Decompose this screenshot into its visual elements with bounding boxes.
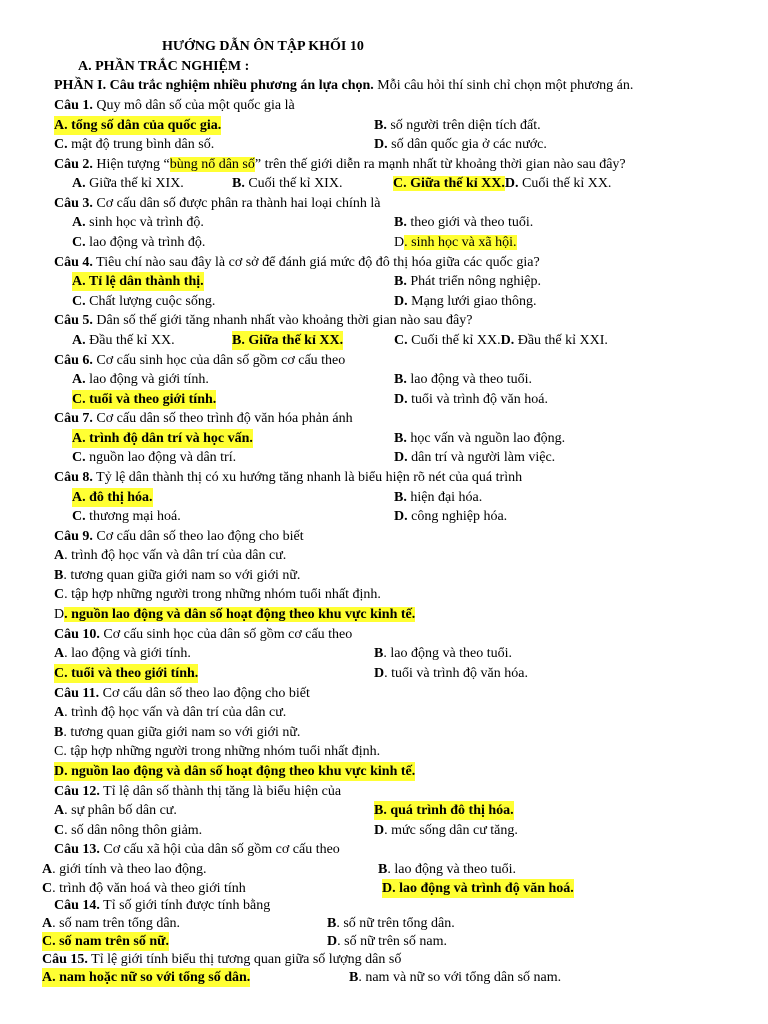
option-text: số dân quốc gia ở các nước. xyxy=(387,137,547,152)
question-number: Câu 3. xyxy=(54,196,93,211)
answer-option-correct: D. lao động và trình độ văn hoá. xyxy=(382,881,574,896)
question-text: Quy mô dân số của một quốc gia là xyxy=(92,98,295,113)
question-text: Cơ cấu dân số theo lao động cho biết xyxy=(99,686,310,701)
option-text: . sinh học và xã hội. xyxy=(404,235,517,250)
option-text: lao động và theo tuổi. xyxy=(406,372,533,387)
question-8 xyxy=(0,468,768,487)
part-heading-line xyxy=(0,76,768,95)
question-number: Câu 12. xyxy=(54,784,100,799)
question-text: Cơ cấu dân số theo trình độ văn hóa phản ánh xyxy=(92,411,353,426)
question-stem xyxy=(54,311,472,330)
option-text: Cuối thế kỉ XIX. xyxy=(244,176,343,191)
answer-option xyxy=(393,174,611,193)
option-letter: B. xyxy=(232,176,245,191)
option-letter: A xyxy=(54,646,65,661)
question-text: Tỉ lệ dân số thành thị tăng là biểu hiện của xyxy=(99,784,342,799)
answer-option xyxy=(72,507,181,526)
option-text: . tương quan giữa giới nam so với giới nữ. xyxy=(63,725,301,740)
options-row xyxy=(0,546,768,565)
answer-option-correct: A. nam hoặc nữ so với tổng số dân. xyxy=(42,970,251,985)
options-row xyxy=(0,566,768,585)
options-row xyxy=(0,860,768,879)
question-5 xyxy=(0,311,768,330)
question-stem xyxy=(54,409,353,428)
answer-option-correct: B. quá trình đô thị hóa. xyxy=(374,803,514,818)
option-letter: A xyxy=(42,916,53,931)
option-letter: C xyxy=(54,823,65,838)
option-letter: C. xyxy=(72,450,86,465)
answer-option-correct: A. Tỉ lệ dân thành thị. xyxy=(72,274,204,289)
answer-option: C. tập hợp những người trong những nhóm tuổi nhất định. xyxy=(54,744,381,759)
answer-option xyxy=(54,644,191,663)
option-text: nguồn lao động và dân trí. xyxy=(85,450,237,465)
option-text: . trình độ văn hoá và theo giới tính xyxy=(52,881,246,896)
answer-option-correct xyxy=(54,605,415,624)
options-row xyxy=(0,507,768,526)
option-letter: A xyxy=(54,548,65,563)
answer-option xyxy=(394,213,533,232)
answer-option xyxy=(394,331,608,350)
answer-option xyxy=(72,292,215,311)
option-text: . trình độ học vấn và dân trí của dân cư. xyxy=(64,548,287,563)
title-line xyxy=(0,37,768,56)
options-row xyxy=(0,135,768,154)
option-text: lao động và giới tính. xyxy=(85,372,209,387)
answer-option xyxy=(54,801,177,820)
option-letter: C. xyxy=(54,137,68,152)
answer-option xyxy=(374,135,547,154)
answer-option-correct: A. đô thị hóa. xyxy=(72,490,153,505)
options-row xyxy=(0,968,768,987)
question-stem xyxy=(54,253,540,272)
answer-option xyxy=(374,644,512,663)
option-letter: A. xyxy=(72,215,86,230)
answer-option xyxy=(378,860,516,879)
answer-option xyxy=(42,860,207,879)
option-text: Cuối thế kỉ XX. xyxy=(407,333,501,348)
question-4 xyxy=(0,253,768,272)
option-text: tuổi và trình độ văn hoá. xyxy=(407,392,548,407)
answer-option-correct: C. tuổi và theo giới tính. xyxy=(54,666,199,681)
question-stem xyxy=(54,527,304,546)
option-text: hiện đại hóa. xyxy=(406,490,483,505)
option-text: . tương quan giữa giới nam so với giới nữ. xyxy=(63,568,301,583)
option-text: . số dân nông thôn giảm. xyxy=(64,823,203,838)
option-text: . lao động và giới tính. xyxy=(64,646,191,661)
options-row xyxy=(0,664,768,683)
option-text: . trình độ học vấn và dân trí của dân cư. xyxy=(64,705,287,720)
option-text: . giới tính và theo lao động. xyxy=(52,862,207,877)
option-letter: B. xyxy=(394,274,407,289)
answer-option xyxy=(374,821,518,840)
question-stem xyxy=(54,468,522,487)
option-letter: D. xyxy=(394,294,408,309)
answer-option xyxy=(72,213,204,232)
options-row xyxy=(0,801,768,820)
section-heading-line xyxy=(0,57,768,76)
options-row xyxy=(0,116,768,135)
option-letter: C xyxy=(42,881,53,896)
question-text: Cơ cấu dân số được phân ra thành hai loại chính là xyxy=(92,196,381,211)
question-number: Câu 4. xyxy=(54,255,93,270)
options-row xyxy=(0,605,768,624)
option-text: Giữa thế kỉ XIX. xyxy=(85,176,184,191)
option-letter: D. xyxy=(504,176,519,191)
question-text: ” trên thế giới diễn ra mạnh nhất từ khoảng thời gian nào sau đây? xyxy=(254,157,626,172)
question-text: Cơ cấu dân số theo lao động cho biết xyxy=(92,529,304,544)
question-number: Câu 14. xyxy=(54,898,100,913)
option-text: . lao động và theo tuổi. xyxy=(383,646,513,661)
option-text: . mức sống dân cư tăng. xyxy=(384,823,518,838)
answer-option xyxy=(54,546,286,565)
answer-option-correct: B. Giữa thế kỉ XX. xyxy=(232,333,344,348)
document-title: HƯỚNG DẪN ÔN TẬP KHỐI 10 xyxy=(162,39,364,54)
question-stem xyxy=(54,351,345,370)
answer-option xyxy=(374,664,528,683)
answer-option xyxy=(394,390,548,409)
option-letter: C. xyxy=(72,294,86,309)
answer-option xyxy=(394,429,565,448)
question-text: Dân số thế giới tăng nhanh nhất vào khoảng thời gian nào sau đây? xyxy=(92,313,473,328)
option-letter: D xyxy=(54,607,65,622)
option-letter: D xyxy=(374,666,385,681)
option-letter: C. xyxy=(72,235,86,250)
option-letter: B xyxy=(378,862,388,877)
answer-option xyxy=(72,233,205,252)
answer-option xyxy=(72,370,209,389)
question-stem xyxy=(54,194,380,213)
answer-option xyxy=(394,448,555,467)
option-letter: B xyxy=(327,916,337,931)
option-text: Chất lượng cuộc sống. xyxy=(85,294,216,309)
question-number: Câu 15. xyxy=(42,952,88,967)
question-stem xyxy=(54,896,270,915)
option-text: học vấn và nguồn lao động. xyxy=(406,431,566,446)
question-10 xyxy=(0,625,768,644)
question-stem xyxy=(42,950,401,969)
part-heading-text: Mỗi câu hỏi thí sinh chỉ chọn một phương án. xyxy=(373,78,634,93)
options-row xyxy=(0,213,768,232)
question-stem xyxy=(54,782,341,801)
option-text: mật độ trung bình dân số. xyxy=(67,137,215,152)
option-letter: D xyxy=(327,934,338,949)
question-number: Câu 6. xyxy=(54,353,93,368)
answer-option xyxy=(54,585,381,604)
question-stem xyxy=(54,840,340,859)
options-row xyxy=(0,390,768,409)
option-text: dân trí và người làm việc. xyxy=(407,450,556,465)
answer-option xyxy=(72,174,184,193)
answer-option-correct: D. nguồn lao động và dân số hoạt động theo khu vực kinh tế. xyxy=(54,764,416,779)
options-row xyxy=(0,703,768,722)
answer-option xyxy=(54,135,214,154)
question-text: Cơ cấu sinh học của dân số gồm cơ cấu theo xyxy=(92,353,346,368)
option-letter: A. xyxy=(72,372,86,387)
option-text: Cuối thế kỉ XX. xyxy=(518,176,612,191)
answer-option-correct: C. Giữa thế kỉ XX. xyxy=(393,176,505,191)
options-row xyxy=(0,272,768,291)
option-text: thương mại hoá. xyxy=(85,509,181,524)
answer-option-correct: A. tổng số dân của quốc gia. xyxy=(54,118,222,133)
question-stem xyxy=(54,96,295,115)
answer-option xyxy=(54,703,286,722)
answer-option xyxy=(394,292,537,311)
option-text: Phát triển nông nghiệp. xyxy=(406,274,541,289)
question-text: Tỷ lệ dân thành thị có xu hướng tăng nhanh là biểu hiện rõ nét của quá trình xyxy=(92,470,523,485)
option-letter: A xyxy=(42,862,53,877)
answer-option xyxy=(54,566,300,585)
question-number: Câu 2. xyxy=(54,157,93,172)
question-7 xyxy=(0,409,768,428)
question-9 xyxy=(0,527,768,546)
answer-option-correct xyxy=(394,233,517,252)
question-1 xyxy=(0,96,768,115)
question-number: Câu 9. xyxy=(54,529,93,544)
option-text: công nghiệp hóa. xyxy=(407,509,508,524)
option-letter: B xyxy=(349,970,359,985)
question-15 xyxy=(0,950,768,969)
option-letter: B. xyxy=(394,431,407,446)
option-text: Đầu thế kỉ XX. xyxy=(85,333,175,348)
question-stem xyxy=(54,625,352,644)
option-text: . số nam trên tổng dân. xyxy=(52,916,181,931)
question-13 xyxy=(0,840,768,859)
option-letter: A xyxy=(54,803,65,818)
option-text: . lao động và theo tuổi. xyxy=(387,862,517,877)
options-row xyxy=(0,174,768,193)
answer-option xyxy=(394,488,482,507)
question-3 xyxy=(0,194,768,213)
option-letter: A. xyxy=(72,333,86,348)
question-number: Câu 5. xyxy=(54,313,93,328)
question-12 xyxy=(0,782,768,801)
highlighted-term: bùng nổ dân số xyxy=(169,157,255,172)
question-14 xyxy=(0,896,768,915)
options-row xyxy=(0,723,768,742)
question-number: Câu 7. xyxy=(54,411,93,426)
option-letter: C. xyxy=(72,509,86,524)
options-row xyxy=(0,429,768,448)
answer-option xyxy=(349,968,561,987)
option-letter: D. xyxy=(394,509,408,524)
option-letter: A xyxy=(54,705,65,720)
question-2 xyxy=(0,155,768,174)
answer-option xyxy=(394,272,541,291)
option-letter: B. xyxy=(374,118,387,133)
question-number: Câu 11. xyxy=(54,686,100,701)
option-letter: B xyxy=(54,568,64,583)
answer-option xyxy=(394,370,532,389)
option-letter: D. xyxy=(500,333,515,348)
answer-option xyxy=(327,932,447,951)
answer-option xyxy=(42,914,180,933)
answer-option xyxy=(232,174,342,193)
question-text: Hiện tượng “ xyxy=(92,157,170,172)
question-text: Tỉ số giới tính được tính bằng xyxy=(99,898,271,913)
option-letter: B. xyxy=(394,215,407,230)
answer-option xyxy=(72,331,175,350)
option-letter: C. xyxy=(394,333,408,348)
question-text: Cơ cấu xã hội của dân số gồm cơ cấu theo xyxy=(99,842,340,857)
question-number: Câu 8. xyxy=(54,470,93,485)
answer-option xyxy=(54,723,300,742)
options-row xyxy=(0,331,768,350)
options-row xyxy=(0,914,768,933)
option-text: . nguồn lao động và dân số hoạt động theo khu vực kinh tế. xyxy=(64,607,416,622)
answer-option xyxy=(374,116,541,135)
answer-option xyxy=(72,448,236,467)
options-row xyxy=(0,233,768,252)
option-letter: D xyxy=(394,235,405,250)
section-heading: A. PHẦN TRẮC NGHIỆM : xyxy=(78,59,250,74)
option-letter: B xyxy=(54,725,64,740)
answer-option xyxy=(54,821,202,840)
option-letter: D. xyxy=(374,137,388,152)
option-letter: B xyxy=(374,646,384,661)
option-text: số người trên diện tích đất. xyxy=(386,118,541,133)
option-text: Đầu thế kỉ XXI. xyxy=(514,333,608,348)
question-stem xyxy=(54,684,310,703)
question-number: Câu 10. xyxy=(54,627,100,642)
answer-option-correct: C. số nam trên số nữ. xyxy=(42,934,170,949)
answer-option-correct: C. tuổi và theo giới tính. xyxy=(72,392,217,407)
options-row xyxy=(0,292,768,311)
options-row xyxy=(0,932,768,951)
question-number: Câu 13. xyxy=(54,842,100,857)
options-row xyxy=(0,448,768,467)
option-letter: C xyxy=(54,587,65,602)
question-text: Tiêu chí nào sau đây là cơ sở để đánh giá mức độ đô thị hóa giữa các quốc gia? xyxy=(92,255,540,270)
options-row xyxy=(0,742,768,761)
answer-option xyxy=(327,914,455,933)
answer-option-correct: A. trình độ dân trí và học vấn. xyxy=(72,431,253,446)
option-letter: A. xyxy=(72,176,86,191)
options-row xyxy=(0,488,768,507)
option-text: . tập hợp những người trong những nhóm tuổi nhất định. xyxy=(64,587,381,602)
option-text: lao động và trình độ. xyxy=(85,235,206,250)
option-text: . tuổi và trình độ văn hóa. xyxy=(384,666,528,681)
option-text: . số nữ trên tổng dân. xyxy=(336,916,455,931)
answer-option xyxy=(394,507,507,526)
option-letter: D. xyxy=(394,450,408,465)
question-6 xyxy=(0,351,768,370)
question-text: Cơ cấu sinh học của dân số gồm cơ cấu theo xyxy=(99,627,353,642)
option-text: . sự phân bố dân cư. xyxy=(64,803,177,818)
option-letter: D. xyxy=(394,392,408,407)
question-number: Câu 1. xyxy=(54,98,93,113)
option-text: . nam và nữ so với tổng dân số nam. xyxy=(358,970,562,985)
option-text: . số nữ trên số nam. xyxy=(337,934,447,949)
option-text: Mạng lưới giao thông. xyxy=(407,294,537,309)
options-row xyxy=(0,370,768,389)
option-text: theo giới và theo tuổi. xyxy=(406,215,534,230)
part-heading-bold: PHẦN I. Câu trắc nghiệm nhiều phương án lựa chọn. xyxy=(54,78,374,93)
options-row xyxy=(0,762,768,781)
option-letter: B. xyxy=(394,490,407,505)
options-row xyxy=(0,821,768,840)
question-text: Tỉ lệ giới tính biểu thị tương quan giữa số lượng dân số xyxy=(87,952,402,967)
option-letter: D xyxy=(374,823,385,838)
question-11 xyxy=(0,684,768,703)
part-heading xyxy=(54,76,633,95)
option-text: sinh học và trình độ. xyxy=(85,215,204,230)
options-row xyxy=(0,644,768,663)
question-stem xyxy=(54,155,626,174)
options-row xyxy=(0,585,768,604)
option-letter: B. xyxy=(394,372,407,387)
